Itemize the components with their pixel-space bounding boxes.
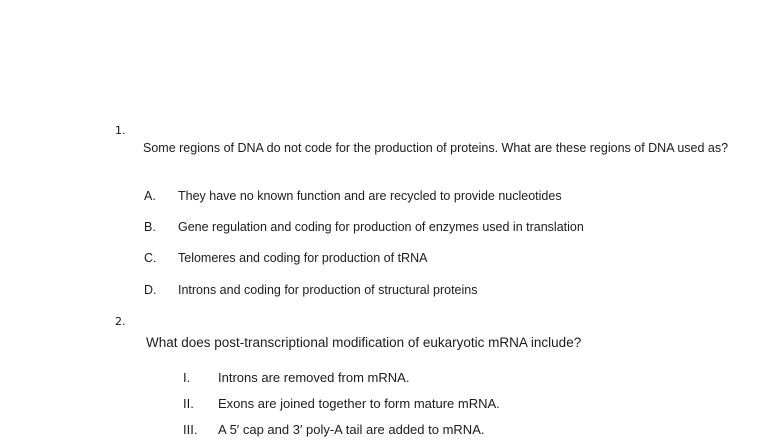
statement-numeral: III. <box>183 422 198 437</box>
option-text: They have no known function and are recycled to provide nucleotides <box>178 189 562 203</box>
statement-text: Introns are removed from mRNA. <box>218 370 410 385</box>
option-letter: A. <box>144 189 156 203</box>
statement-numeral: II. <box>183 396 194 411</box>
option-text: Introns and coding for production of structural proteins <box>178 283 478 297</box>
statement-numeral: I. <box>183 370 191 385</box>
option-letter: B. <box>144 220 156 234</box>
question-number: 1. <box>115 124 126 137</box>
question-number: 2. <box>115 315 126 328</box>
option-text: Gene regulation and coding for production of enzymes used in translation <box>178 220 584 234</box>
question-stem: What does post-transcriptional modification of eukaryotic mRNA include? <box>146 335 582 350</box>
option-text: Telomeres and coding for production of tRNA <box>178 251 428 265</box>
statement-text: Exons are joined together to form mature mRNA. <box>218 396 500 411</box>
option-letter: C. <box>144 251 157 265</box>
statement-text: A 5′ cap and 3′ poly-A tail are added to mRNA. <box>218 422 485 437</box>
question-stem: Some regions of DNA do not code for the production of proteins. What are these regions of DNA used as? <box>143 141 729 155</box>
option-letter: D. <box>144 283 157 297</box>
